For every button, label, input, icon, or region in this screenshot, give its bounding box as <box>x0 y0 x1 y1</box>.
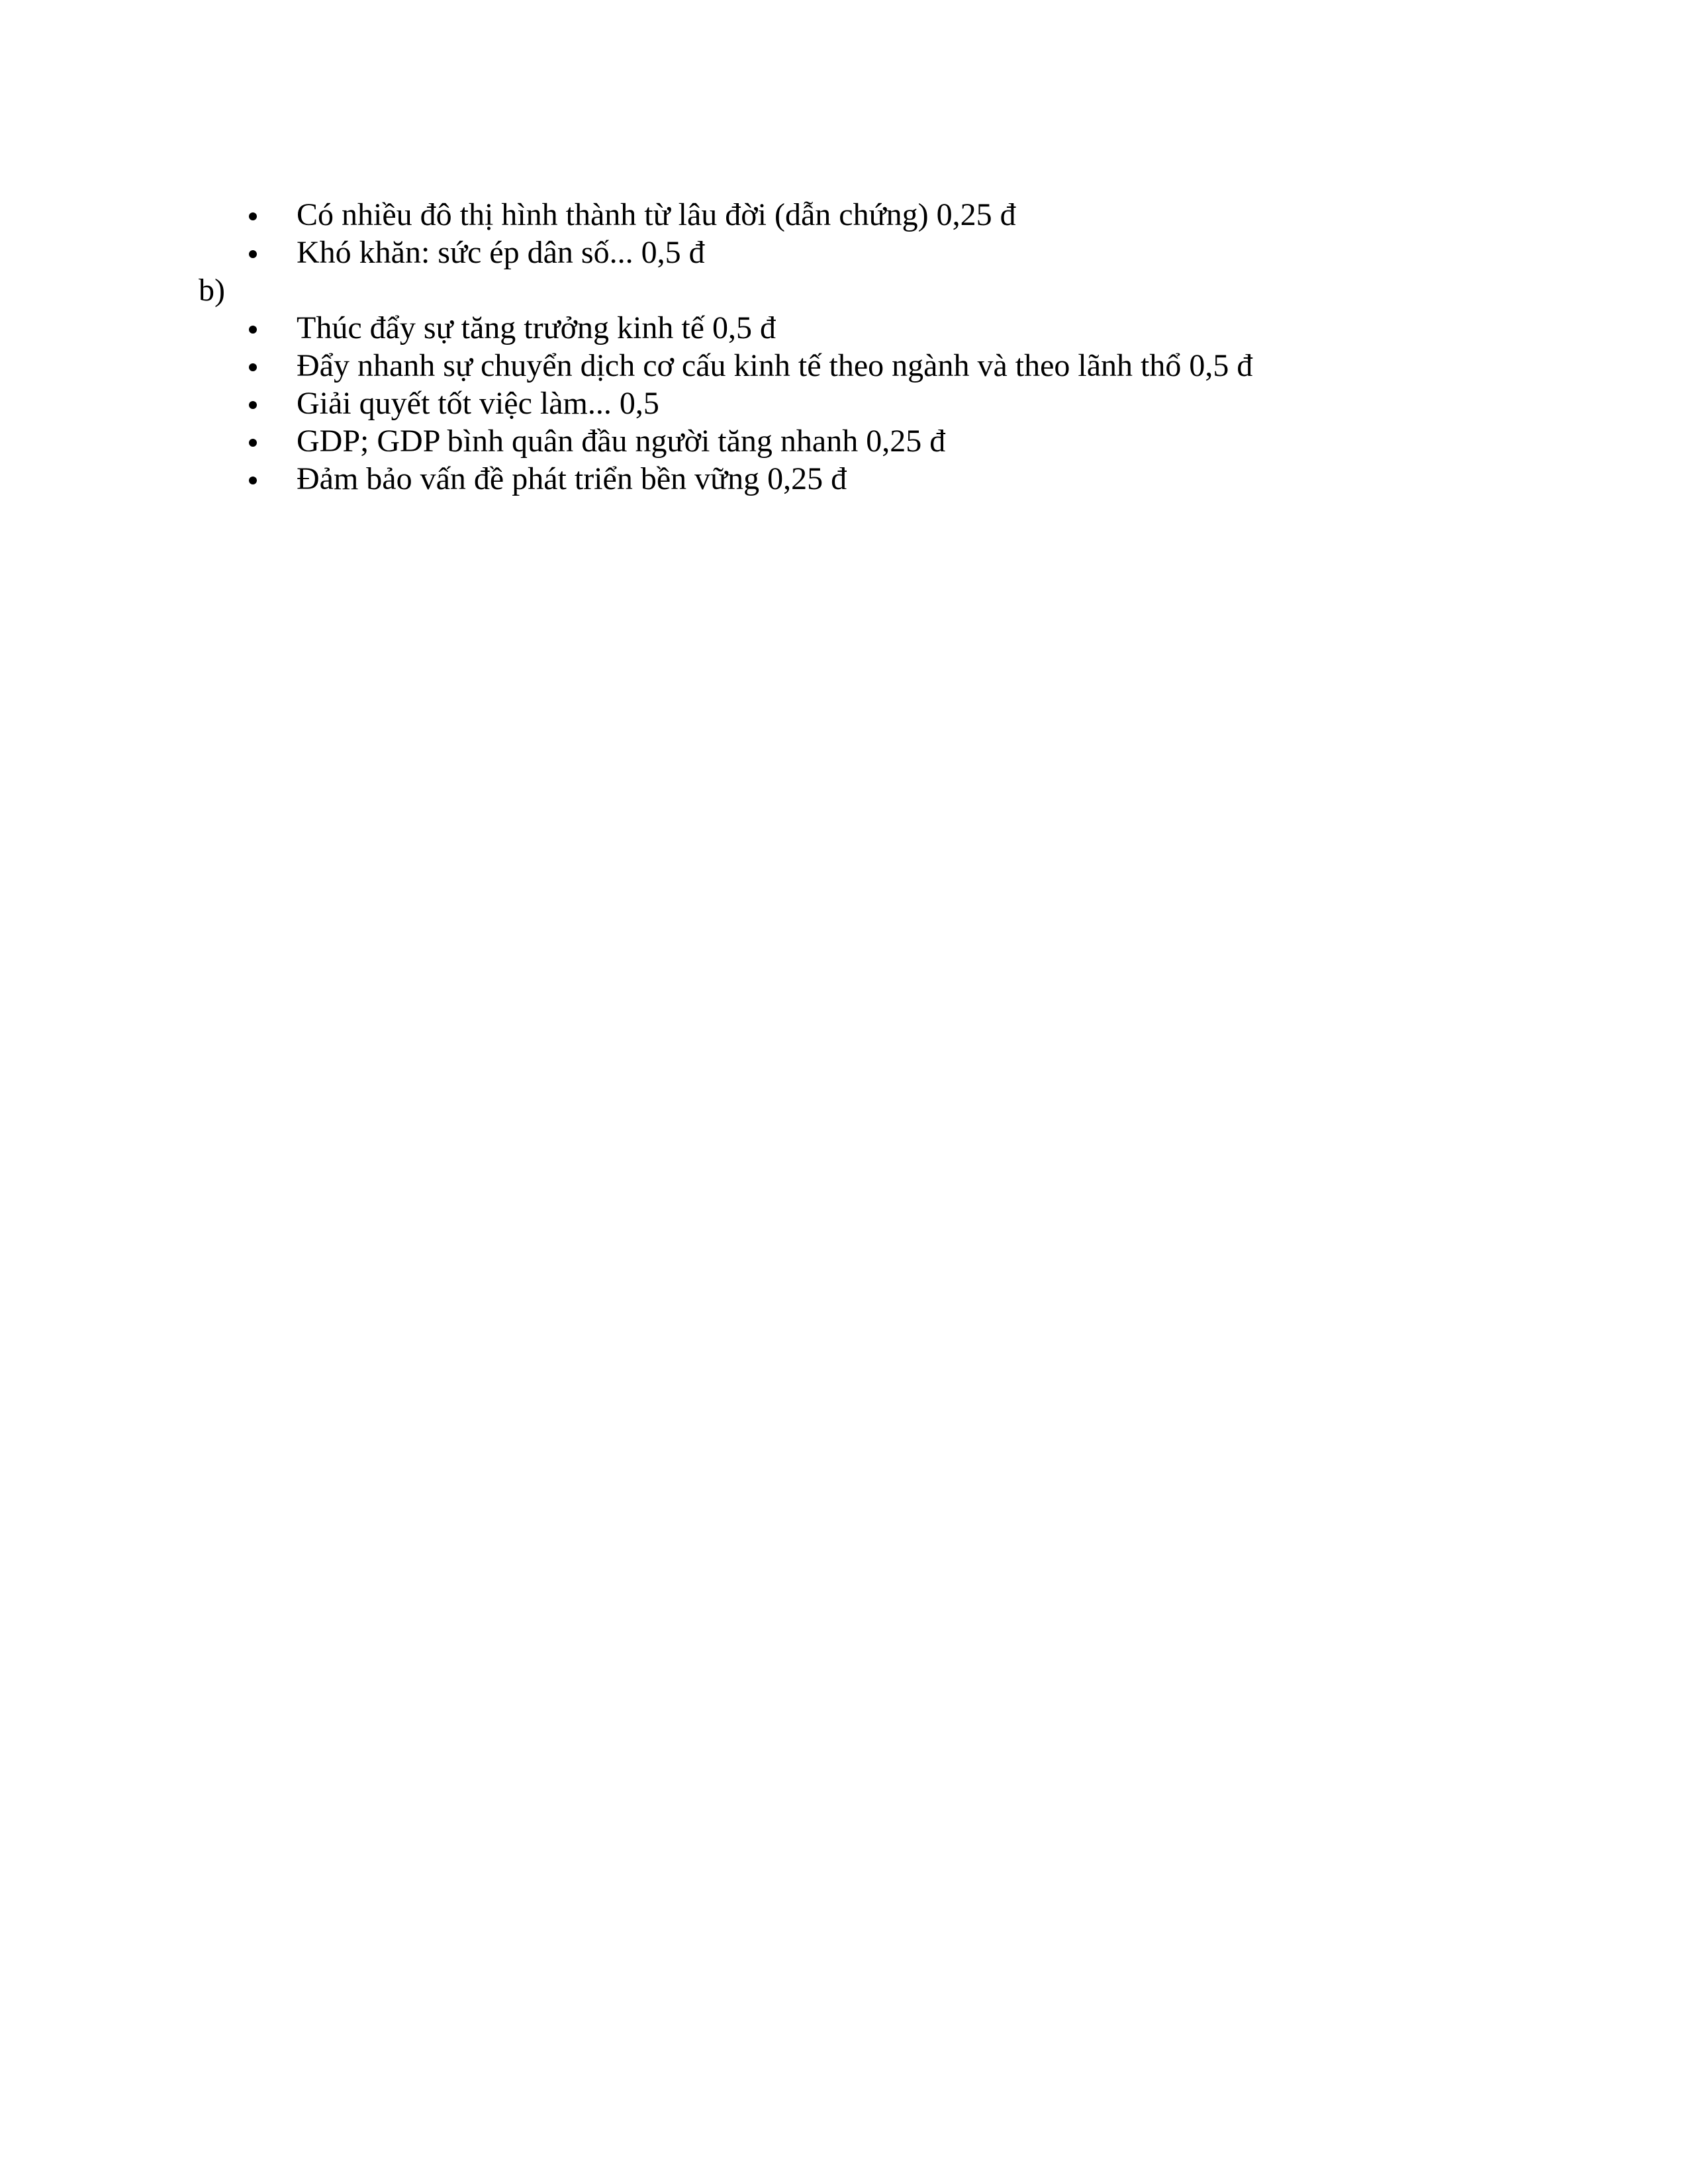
list-item <box>199 347 1489 385</box>
list-item <box>199 196 1489 234</box>
list-item-text: Có nhiều đô thị hình thành từ lâu đời (dẫn chứng) 0,25 đ <box>297 197 1016 232</box>
list-item <box>199 234 1489 271</box>
list-item <box>199 309 1489 347</box>
list-item <box>199 422 1489 460</box>
bullet-icon <box>249 401 257 409</box>
list-item-text: Giải quyết tốt việc làm... 0,5 <box>297 386 659 421</box>
document-content <box>199 196 1489 498</box>
list-item-text: Thúc đẩy sự tăng trưởng kinh tế 0,5 đ <box>297 310 776 345</box>
list-item-text: Khó khăn: sức ép dân số... 0,5 đ <box>297 235 705 270</box>
list-item <box>199 460 1489 498</box>
list-item <box>199 385 1489 422</box>
bullet-icon <box>249 250 257 258</box>
section-b-label: b) <box>199 273 225 308</box>
bullet-icon <box>249 212 257 220</box>
list-item-text: Đảm bảo vấn đề phát triển bền vững 0,25 đ <box>297 461 847 496</box>
bullet-list-a <box>199 196 1489 271</box>
bullet-icon <box>249 477 257 484</box>
list-item-text: Đẩy nhanh sự chuyển dịch cơ cấu kinh tế theo ngành và theo lãnh thổ 0,5 đ <box>297 348 1253 383</box>
bullet-list-b <box>199 309 1489 498</box>
bullet-icon <box>249 363 257 371</box>
bullet-icon <box>249 439 257 447</box>
bullet-icon <box>249 326 257 334</box>
list-item-text: GDP; GDP bình quân đầu người tăng nhanh 0,25 đ <box>297 424 946 459</box>
